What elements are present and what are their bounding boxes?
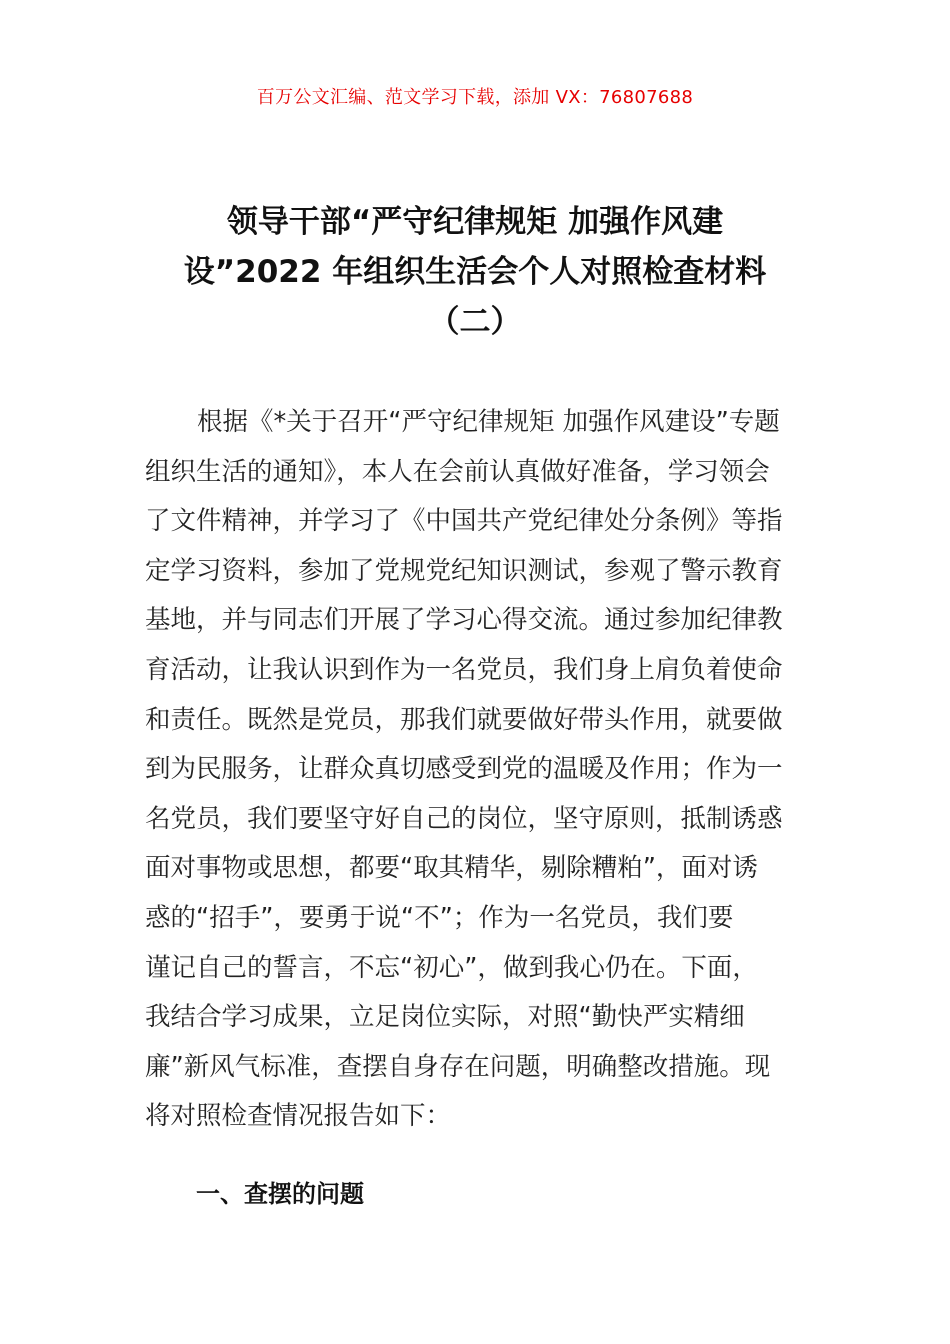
document-title	[120, 197, 830, 347]
paragraph-line: 我结合学习成果，立足岗位实际，对照“勤快严实精细	[145, 1002, 745, 1033]
paragraph-line: 到为民服务，让群众真切感受到党的温暖及作用；作为一	[145, 754, 783, 785]
paragraph-line: 根据《*关于召开“严守纪律规矩 加强作风建设”专题	[197, 407, 780, 437]
paragraph-line: 了文件精神，并学习了《中国共产党纪律处分条例》等指	[145, 506, 783, 537]
watermark-banner: 百万公文汇编、范文学习下载，添加 VX：76807688	[256, 87, 694, 108]
paragraph-line: 组织生活的通知》，本人在会前认真做好准备，学习领会	[145, 456, 770, 487]
paragraph-line: 惑的“招手”，要勇于说“不”；作为一名党员，我们要	[145, 902, 734, 933]
section-heading: 一、查摆的问题	[196, 1180, 364, 1208]
title-line-2: 设”2022 年组织生活会个人对照检查材料	[183, 254, 767, 290]
intro-paragraph	[145, 398, 807, 1142]
title-line-1: 领导干部“严守纪律规矩 加强作风建	[226, 204, 724, 240]
paragraph-line: 谨记自己的誓言，不忘“初心”，做到我心仍在。下面，	[145, 952, 758, 983]
paragraph-line: 将对照检查情况报告如下：	[145, 1101, 452, 1132]
paragraph-line: 定学习资料，参加了党规党纪知识测试，参观了警示教育	[145, 555, 783, 586]
title-line-3: （二）	[428, 304, 522, 340]
paragraph-line: 和责任。既然是党员，那我们就要做好带头作用，就要做	[145, 704, 783, 735]
paragraph-line: 名党员，我们要坚守好自己的岗位，坚守原则，抵制诱惑	[145, 803, 783, 834]
paragraph-line: 面对事物或思想，都要“取其精华，剔除糟粕”，面对诱	[145, 853, 758, 884]
paragraph-line: 廉”新风气标准，查摆自身存在问题，明确整改措施。现	[145, 1051, 771, 1082]
paragraph-line: 育活动，让我认识到作为一名党员，我们身上肩负着使命	[145, 654, 783, 685]
paragraph-line: 基地，并与同志们开展了学习心得交流。通过参加纪律教	[145, 605, 783, 636]
